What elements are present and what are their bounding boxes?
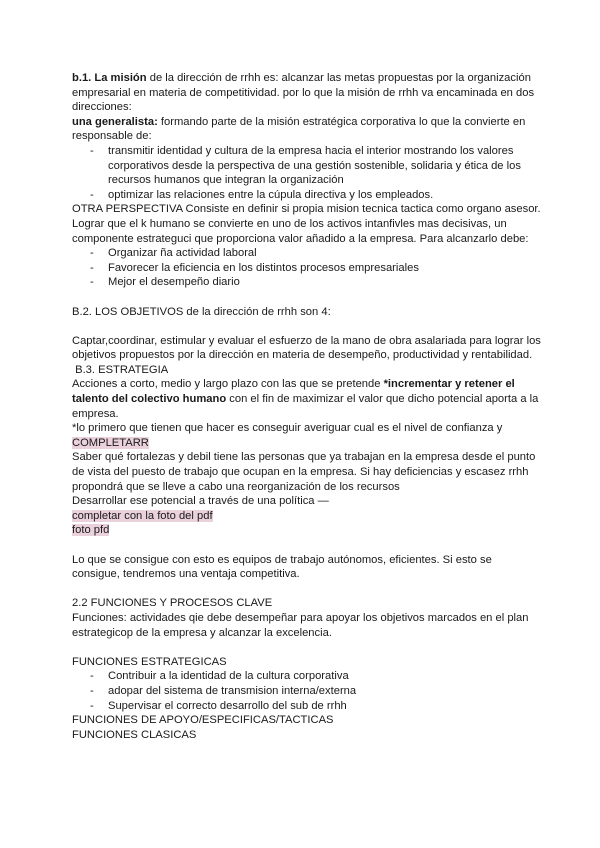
completarr-highlight: COMPLETARR: [72, 436, 149, 449]
document-content: [72, 71, 542, 742]
generalista-text: formando parte de la misión estratégica corporativa lo que la convierte en responsable de:: [72, 115, 526, 143]
mision-list: [72, 144, 542, 202]
objetivos-heading: B.2. LOS OBJETIVOS de la dirección de rrhh son 4:: [72, 305, 331, 318]
list-item: - optimizar las relaciones entre la cúpula directiva y los empleados.: [72, 188, 542, 203]
highlight-line: [72, 523, 542, 538]
generalista-paragraph: [72, 115, 542, 144]
funciones-text: Funciones: actividades qie debe desempeñar para apoyar los objetivos marcados en el plan estrategicop de la empresa y alcanzar la excelencia.: [72, 611, 529, 639]
lograr-list: [72, 246, 542, 290]
clasicas-heading: FUNCIONES CLASICAS: [72, 728, 197, 741]
otra-perspectiva: OTRA PERSPECTIVA Consiste en definir si propia mision tecnica tactica como organo asesor.: [72, 203, 541, 216]
apoyo-heading: FUNCIONES DE APOYO/ESPECIFICAS/TACTICAS: [72, 714, 334, 727]
highlight-line: [72, 509, 542, 524]
list-item: - Supervisar el correcto desarrollo del sub de rrhh: [72, 699, 542, 714]
spacer: [72, 582, 542, 597]
estrategicas-heading: FUNCIONES ESTRATEGICAS: [72, 655, 227, 668]
estrategia-heading: B.3. ESTRATEGIA: [72, 363, 169, 376]
lograr-paragraph: Lograr que el k humano se convierte en uno de los activos intanfivles mas decisivas, un componente estrateguci que proporciona valor añadido a la empresa. Para alcanzarlo debe:: [72, 217, 529, 245]
list-item: - Favorecer la eficiencia en los distintos procesos empresariales: [72, 261, 542, 276]
estrategia-text: Acciones a corto, medio y largo plazo con las que se pretende: [72, 378, 384, 391]
mision-lead-text: de la dirección de rrhh es: alcanzar las metas propuestas por la organización empresarial en materia de competitividad. por lo que la misión de rrhh va encaminada en dos direcciones:: [72, 72, 535, 114]
estrategia-text-end: con el fin de maximizar el valor que dicho potencial aporta a la empresa.: [72, 393, 539, 420]
list-item: - Mejor el desempeño diario: [72, 275, 542, 290]
foto-pfd-highlight: foto pfd: [72, 524, 110, 537]
spacer: [72, 538, 542, 553]
desarrollar-paragraph: Desarrollar ese potencial a través de una política —: [72, 495, 329, 508]
mision-paragraph: [72, 71, 542, 115]
list-item: - transmitir identidad y cultura de la empresa hacia el interior mostrando los valores corporativos desde la perspectiva de una gestión sostenible, solidaria y ética de los recursos humanos que integran la organización: [72, 144, 542, 188]
spacer: [72, 319, 542, 334]
generalista-label: una generalista:: [72, 115, 158, 128]
list-item: - Organizar ña actividad laboral: [72, 246, 542, 261]
list-item: - adopar del sistema de transmision interna/externa: [72, 684, 542, 699]
estrategicas-list: [72, 669, 542, 713]
funciones-heading: 2.2 FUNCIONES Y PROCESOS CLAVE: [72, 597, 273, 610]
estrategia-bold: *incrementar y retener el talento del colectivo humano: [72, 378, 515, 406]
mision-lead: b.1. La misión: [72, 72, 147, 84]
objetivos-text: Captar,coordinar, estimular y evaluar el esfuerzo de la mano de obra asalariada para lograr los objetivos propuestos por la dirección en materia de desempeño, productividad y rentabilidad.: [72, 334, 541, 362]
spacer: [72, 290, 542, 305]
fortalezas-paragraph: Saber qué fortalezas y debil tiene las personas que ya trabajan en la empresa desde el punto de vista del puesto de trabajo que ocupan en la empresa. Si hay deficiencias y escasez rrhh propondrá que se lleve a cabo una reorganización de los recursos: [72, 451, 536, 493]
confianza-paragraph: [72, 421, 542, 450]
confianza-text: *lo primero que tienen que hacer es conseguir averiguar cual es el nivel de confianza y: [72, 422, 503, 435]
estrategia-paragraph: [72, 377, 542, 421]
spacer: [72, 640, 542, 655]
completar-foto-highlight: completar con la foto del pdf: [72, 509, 213, 522]
list-item: - Contribuir a la identidad de la cultura corporativa: [72, 669, 542, 684]
resultado-paragraph: Lo que se consigue con esto es equipos de trabajo autónomos, eficientes. Si esto se consigue, tendremos una ventaja competitiva.: [72, 553, 492, 581]
